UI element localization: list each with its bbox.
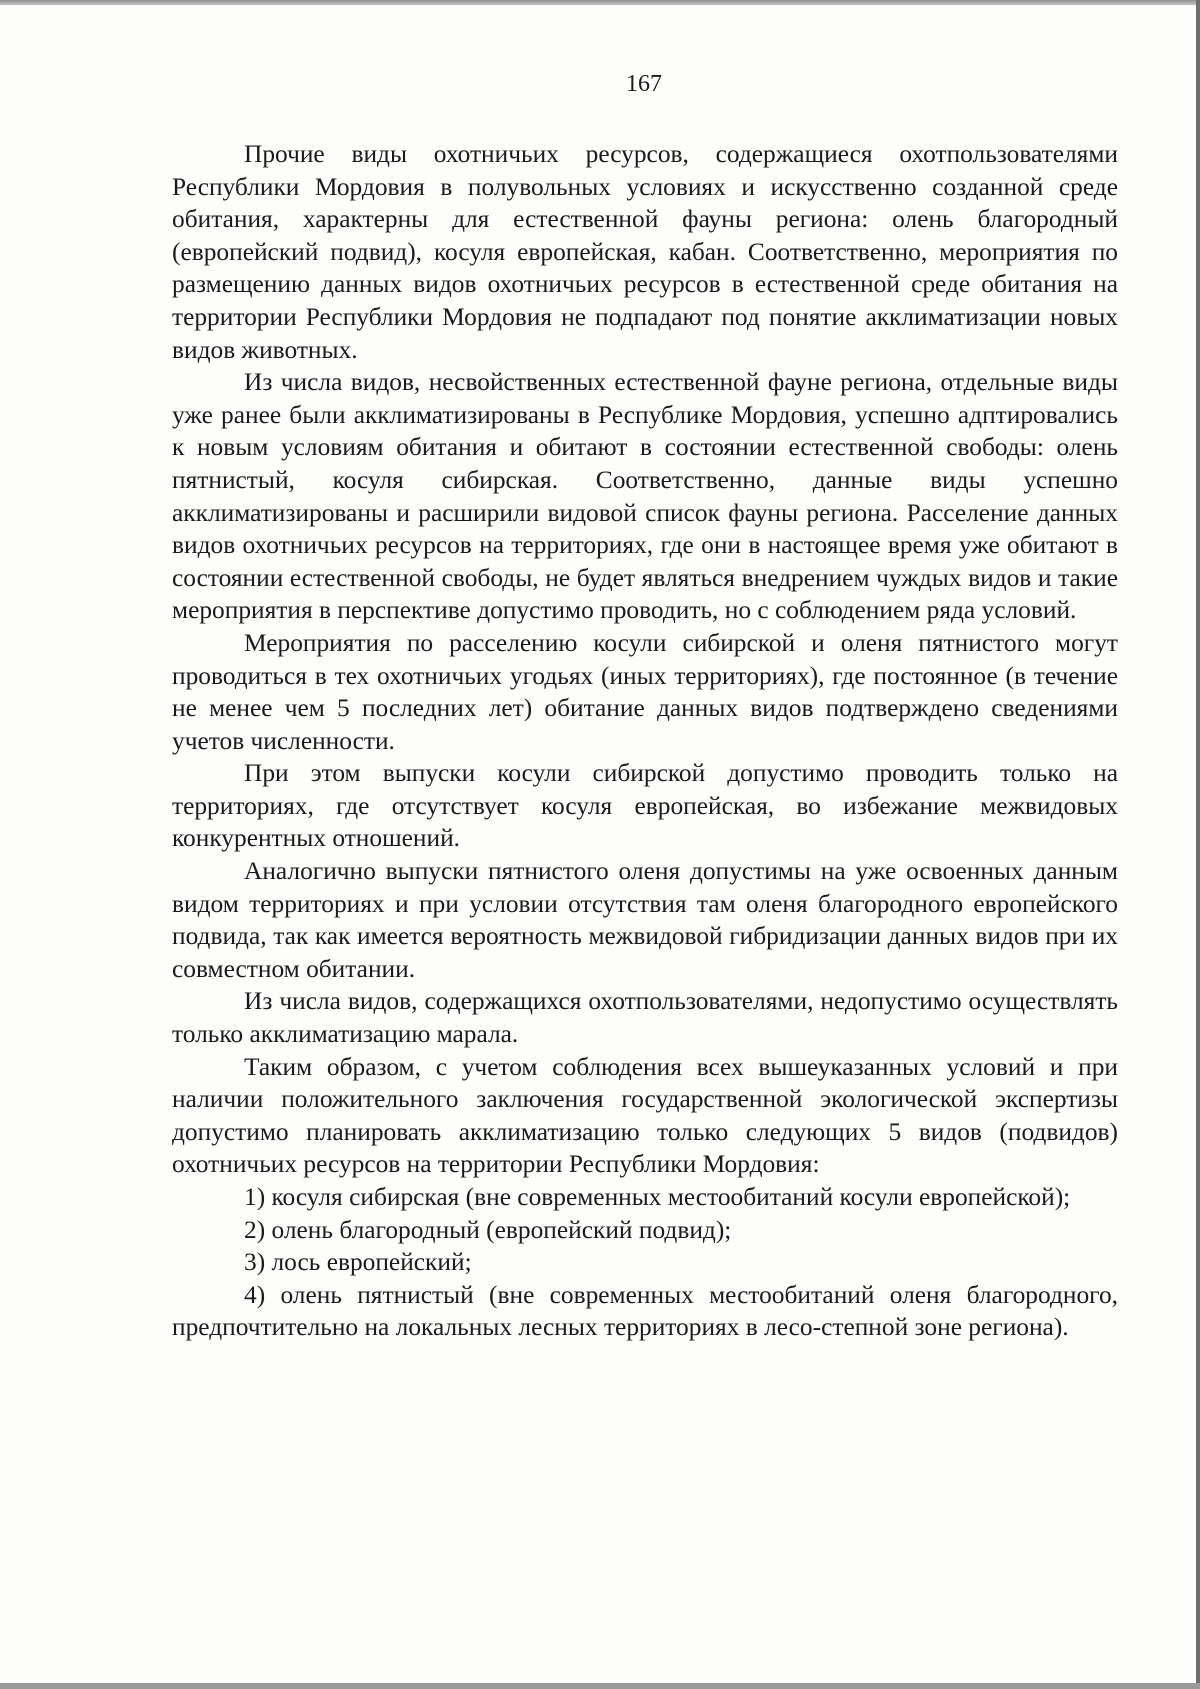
- paragraph-3: Мероприятия по расселению косули сибирской и оленя пятнистого могут проводиться в тех охотничьих угодьях (иных территориях), где постоянное (в течение не менее чем 5 последних лет) обитание данных видов подтверждено сведениями учетов численности.: [172, 628, 1118, 755]
- paragraph-2: Из числа видов, несвойственных естественной фауне региона, отдельные виды уже ранее были акклиматизированы в Республике Мордовия, успешно адптировались к новым условиям обитания и обитают в состоянии естественной свободы: олень пятнистый, косуля сибирская. Соответственно, данные виды успешно акклиматизированы и расширили видовой список фауны региона. Расселение данных видов охотничьих ресурсов на территориях, где они в настоящее время уже обитают в состоянии естественной свободы, не будет являться внедрением чуждых видов и такие мероприятия в перспективе допустимо проводить, но с соблюдением ряда условий.: [172, 368, 1118, 625]
- scan-edge-right: [1196, 0, 1200, 1689]
- list-item-3: 3) лось европейский;: [244, 1248, 472, 1277]
- list-item-1: 1) косуля сибирская (вне современных местообитаний косули европейской);: [244, 1183, 1071, 1211]
- paragraph-6: Из числа видов, содержащихся охотпользователями, недопустимо осуществлять только акклиматизацию марала.: [172, 987, 1118, 1049]
- list-item-4: 4) олень пятнистый (вне современных местообитаний оленя благородного, предпочтительно на локальных лесных территориях в лесо-степной зоне региона).: [172, 1280, 1118, 1342]
- body-text: [172, 138, 1118, 1344]
- document-page: [0, 5, 1196, 1683]
- paragraph-1: Прочие виды охотничьих ресурсов, содержащиеся охотпользователями Республики Мордовия в полувольных условиях и искусственно созданной среде обитания, характерны для естественной фауны региона: олень благородный (европейский подвид), косуля европейская, кабан. Соответственно, мероприятия по размещению данных видов охотничьих ресурсов в естественной среде обитания на территории Республики Мордовия не подпадают под понятие акклиматизации новых видов животных.: [172, 140, 1118, 364]
- paragraph-7: Таким образом, с учетом соблюдения всех вышеуказанных условий и при наличии положительного заключения государственной экологической экспертизы допустимо планировать акклиматизацию только следующих 5 видов (подвидов) охотничьих ресурсов на территории Республики Мордовия:: [172, 1052, 1118, 1179]
- scan-edge-bottom: [0, 1683, 1200, 1689]
- list-item-2: 2) олень благородный (европейский подвид);: [244, 1215, 732, 1244]
- page-number: 167: [626, 71, 662, 97]
- paragraph-4: При этом выпуски косули сибирской допустимо проводить только на территориях, где отсутствует косуля европейская, во избежание межвидовых конкурентных отношений.: [172, 759, 1118, 853]
- paragraph-5: Аналогично выпуски пятнистого оленя допустимы на уже освоенных данным видом территориях и при условии отсутствия там оленя благородного европейского подвида, так как имеется вероятность межвидовой гибридизации данных видов при их совместном обитании.: [172, 857, 1118, 983]
